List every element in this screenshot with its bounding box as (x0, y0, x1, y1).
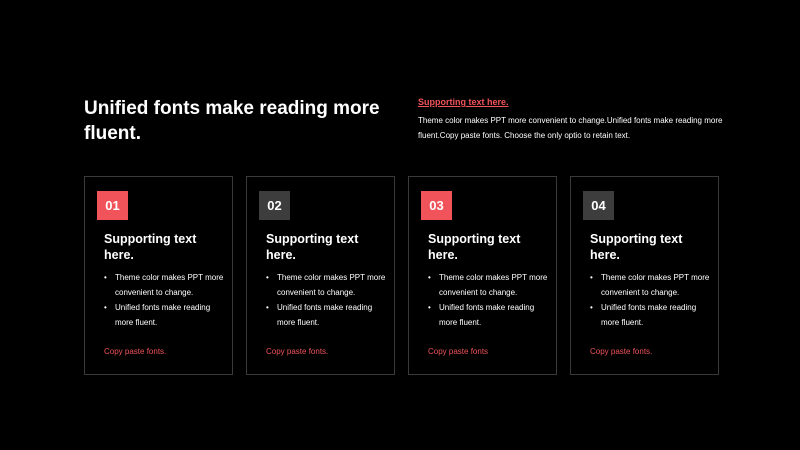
bullet-dot-icon: • (428, 273, 431, 282)
bullet-dot-icon: • (590, 303, 593, 312)
card-footer-link[interactable]: Copy paste fonts (428, 347, 489, 356)
card-footer-link[interactable]: Copy paste fonts. (104, 347, 167, 356)
card-bullet-item (266, 300, 388, 330)
bullet-text: Theme color makes PPT more convenient to change. (277, 273, 386, 297)
card-2 (246, 176, 395, 375)
card-heading: Supporting text here. (590, 232, 683, 262)
card-4 (570, 176, 719, 375)
card-heading: Supporting text here. (104, 232, 197, 262)
card-3 (408, 176, 557, 375)
bullet-text: Theme color makes PPT more convenient to change. (439, 273, 548, 297)
bullet-text: Unified fonts make reading more fluent. (115, 303, 211, 327)
bullet-dot-icon: • (104, 303, 107, 312)
card-heading: Supporting text here. (266, 232, 359, 262)
bullet-text: Unified fonts make reading more fluent. (601, 303, 697, 327)
card-bullet-item (104, 300, 226, 330)
bullet-dot-icon: • (266, 273, 269, 282)
bullet-text: Theme color makes PPT more convenient to change. (601, 273, 710, 297)
bullet-text: Unified fonts make reading more fluent. (277, 303, 373, 327)
bullet-dot-icon: • (590, 273, 593, 282)
card-bullet-item (104, 270, 226, 300)
bullet-text: Theme color makes PPT more convenient to change. (115, 273, 224, 297)
supporting-body-text: Theme color makes PPT more convenient to change.Unified fonts make reading more fluent.Copy paste fonts. Choose the only optio to retain text. (418, 116, 723, 140)
card-number-badge: 03 (421, 191, 452, 220)
card-bullet-list (590, 270, 712, 330)
card-bullet-list (266, 270, 388, 330)
card-bullet-item (266, 270, 388, 300)
card-number-badge: 02 (259, 191, 290, 220)
supporting-link[interactable]: Supporting text here. (418, 97, 509, 107)
card-1 (84, 176, 233, 375)
bullet-dot-icon: • (266, 303, 269, 312)
card-footer-link[interactable]: Copy paste fonts. (266, 347, 329, 356)
card-bullet-item (428, 270, 550, 300)
bullet-dot-icon: • (104, 273, 107, 282)
bullet-dot-icon: • (428, 303, 431, 312)
card-bullet-list (428, 270, 550, 330)
slide-title: Unified fonts make reading more fluent. (84, 98, 380, 144)
card-heading: Supporting text here. (428, 232, 521, 262)
card-bullet-list (104, 270, 226, 330)
card-bullet-item (590, 270, 712, 300)
card-number-badge: 01 (97, 191, 128, 220)
card-bullet-item (590, 300, 712, 330)
card-number-badge: 04 (583, 191, 614, 220)
bullet-text: Unified fonts make reading more fluent. (439, 303, 535, 327)
card-footer-link[interactable]: Copy paste fonts. (590, 347, 653, 356)
card-bullet-item (428, 300, 550, 330)
